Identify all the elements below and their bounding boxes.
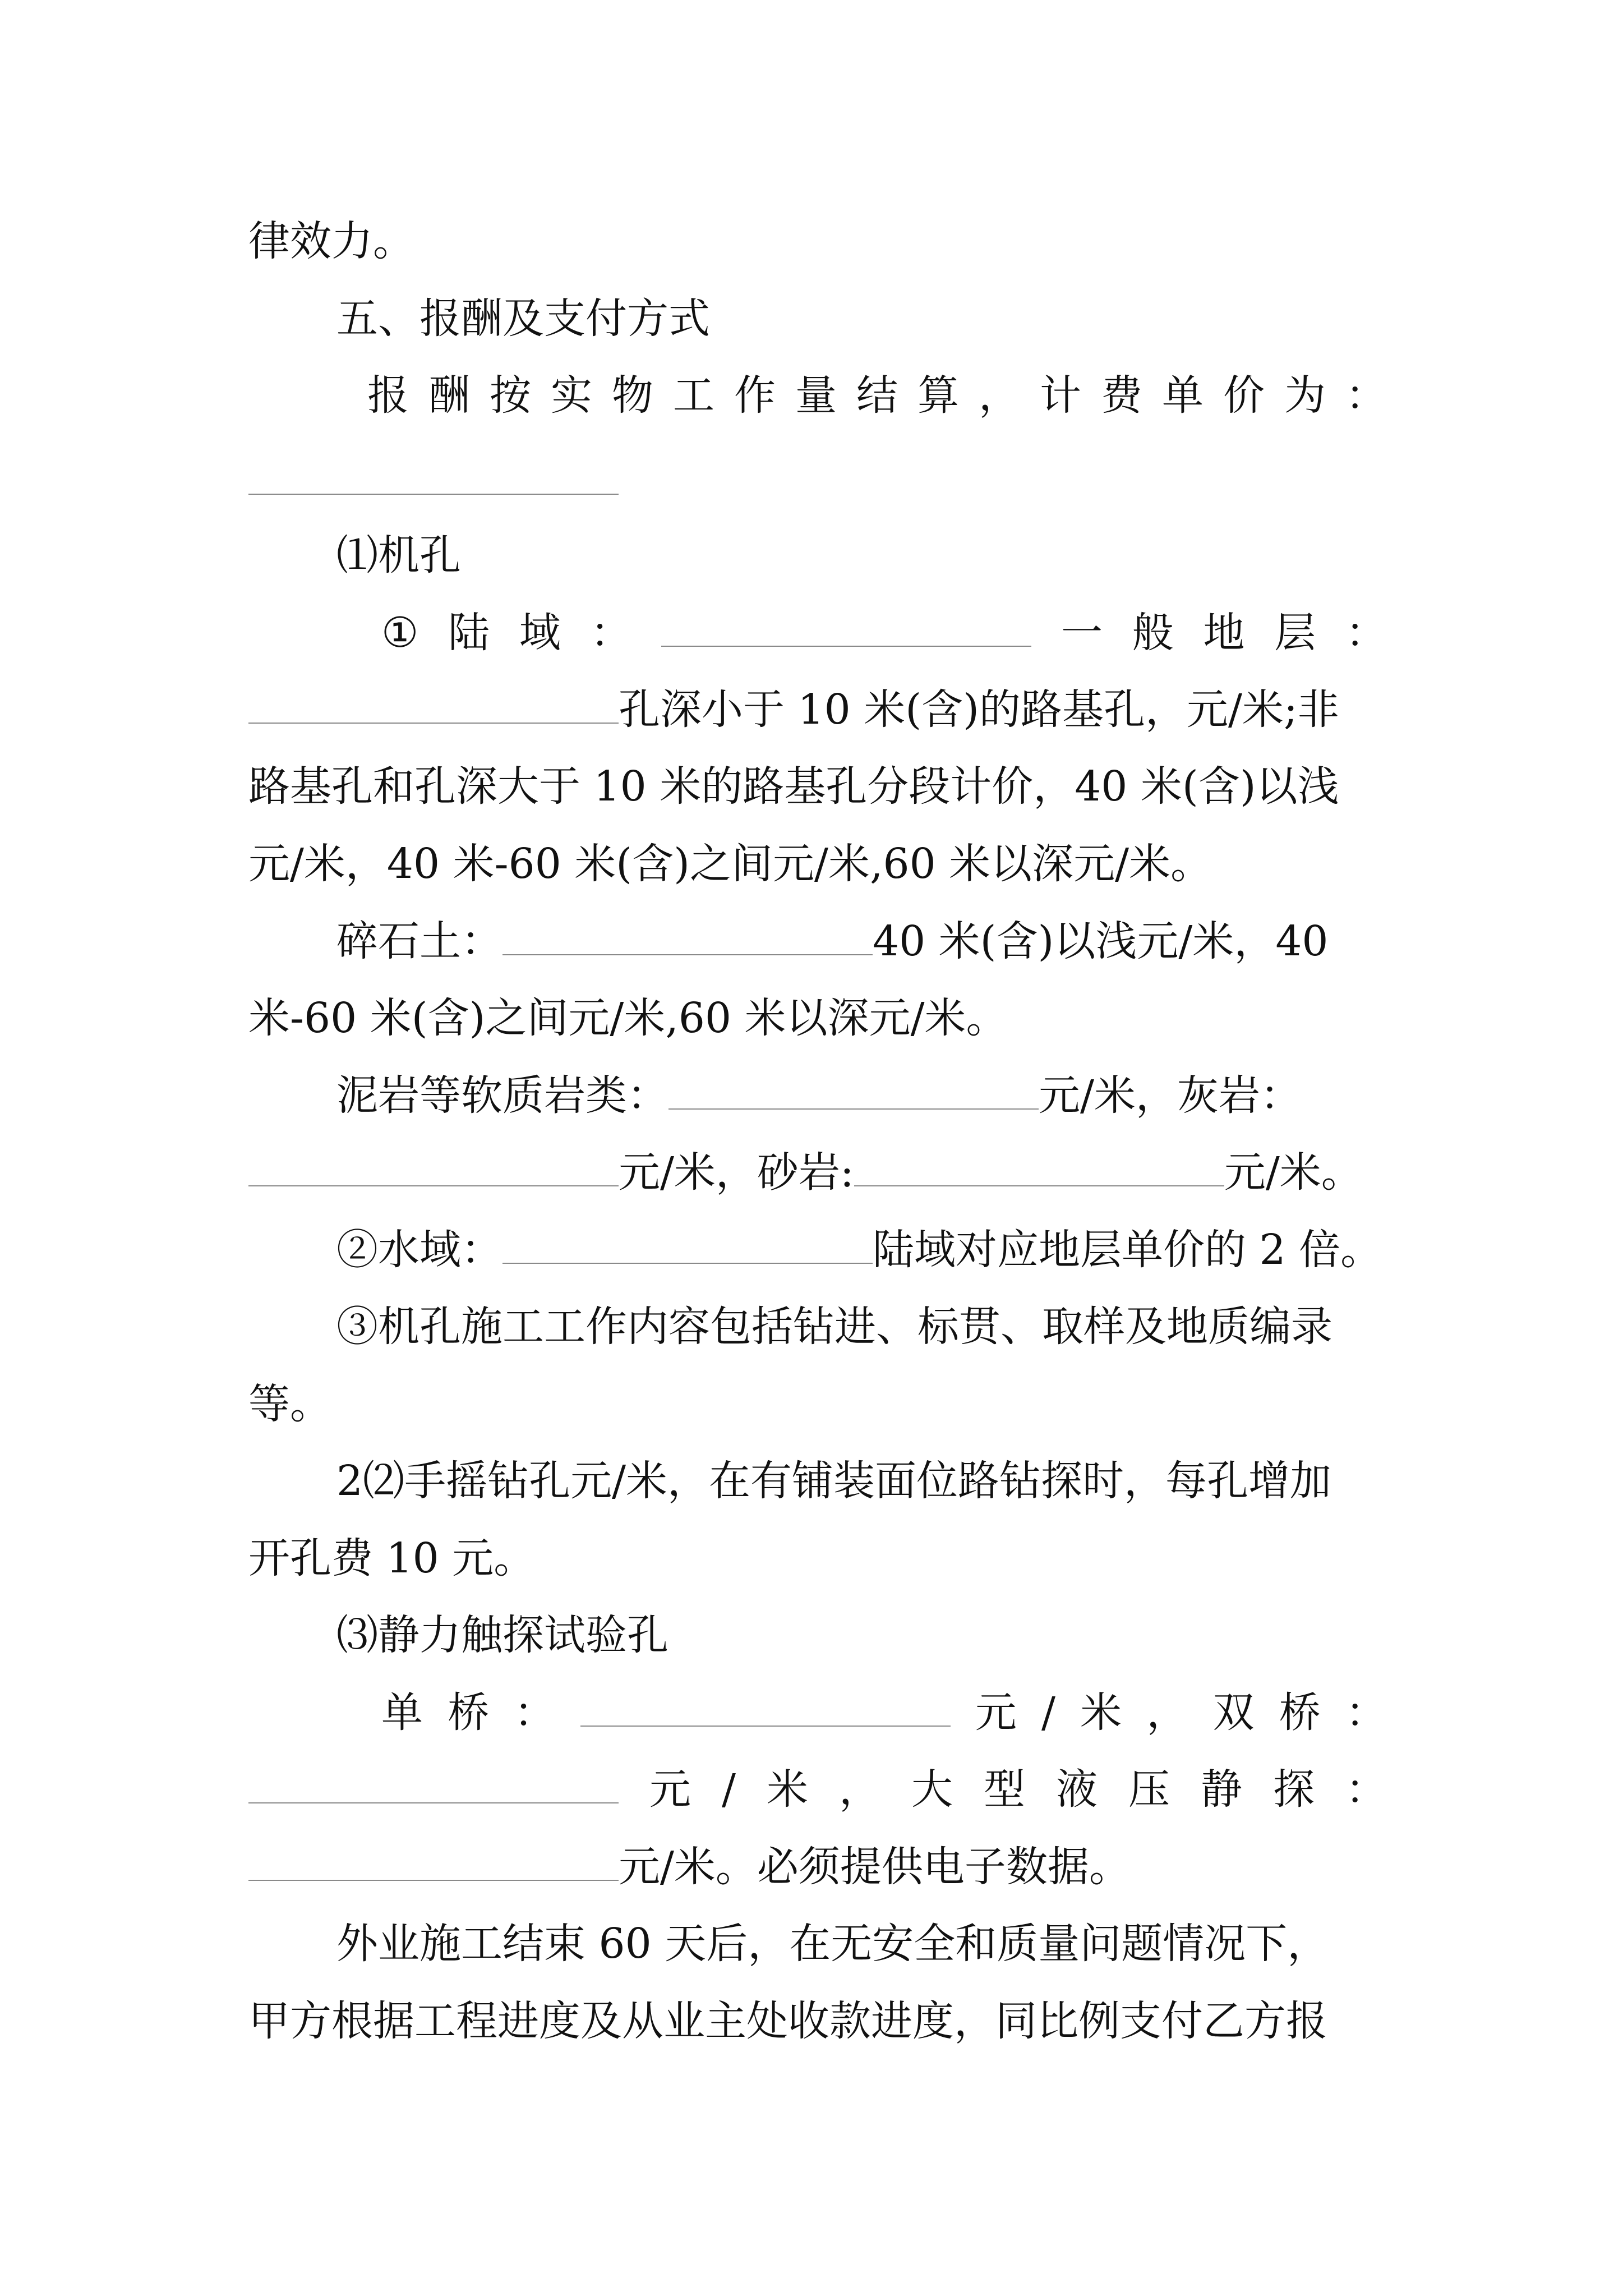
text-line: ③机孔施工工作内容包括钻进、标贯、取样及地质编录 — [336, 1303, 1332, 1351]
char: ① — [381, 609, 419, 657]
char: 算 — [917, 371, 959, 420]
text-line: 等。 — [248, 1380, 331, 1428]
char: 作 — [734, 371, 776, 420]
blank-underline — [668, 1074, 1039, 1110]
char: ： — [1345, 371, 1387, 420]
text-segment: 碎石土： — [336, 917, 502, 965]
char: ： — [590, 609, 632, 657]
blank-underline — [502, 919, 873, 955]
blank-underline — [502, 1228, 873, 1264]
char: 结 — [856, 371, 898, 420]
subheading: ⑶静力触探试验孔 — [336, 1611, 668, 1659]
text-line — [248, 1144, 1387, 1200]
text-segment: 元/米，灰岩： — [1039, 1071, 1302, 1120]
char: 静 — [1200, 1765, 1242, 1814]
char: 桥 — [448, 1688, 490, 1737]
char: 价 — [1223, 371, 1265, 420]
text-line — [336, 1222, 1387, 1278]
subheading: ⑴机孔 — [336, 531, 461, 579]
char: 大 — [911, 1765, 953, 1814]
char: 元 — [975, 1688, 1017, 1737]
char: 双 — [1212, 1688, 1255, 1737]
text-segment: 元/米，砂岩: — [619, 1148, 854, 1197]
text-segment: 陆域对应地层单价的 2 倍。 — [873, 1226, 1382, 1274]
text-line-justified — [381, 605, 1387, 661]
char: ： — [1345, 609, 1387, 657]
char: 桥 — [1279, 1688, 1321, 1737]
blank-underline — [248, 1845, 619, 1881]
text-line — [248, 682, 1387, 738]
char: ， — [979, 371, 1020, 420]
blank-underline — [248, 1768, 619, 1803]
char: 工 — [673, 371, 714, 420]
char: 米 — [1080, 1688, 1122, 1737]
char: 探 — [1272, 1765, 1315, 1814]
blank-underline — [661, 611, 1031, 647]
text-line: 外业施工结束 60 天后，在无安全和质量问题情况下， — [336, 1920, 1329, 1968]
text-segment: 40 米(含)以浅元/米，40 — [873, 917, 1329, 965]
char: 量 — [795, 371, 837, 420]
text-line-justified — [248, 1761, 1387, 1818]
text-line-justified — [381, 1685, 1387, 1741]
char: 为 — [1284, 371, 1326, 420]
char: 般 — [1132, 609, 1174, 657]
char: ： — [1345, 1765, 1387, 1814]
char: 酬 — [428, 371, 470, 420]
char: 液 — [1055, 1765, 1098, 1814]
blank-underline — [580, 1691, 951, 1727]
char: ： — [514, 1688, 556, 1737]
char: 实 — [551, 371, 592, 420]
char: ， — [1146, 1688, 1188, 1737]
char: 型 — [983, 1765, 1025, 1814]
text-line: 路基孔和孔深大于 10 米的路基孔分段计价，40 米(含)以浅 — [248, 762, 1339, 811]
section-heading: 五、报酬及支付方式 — [336, 295, 710, 343]
blank-underline — [248, 494, 619, 495]
char: 一 — [1061, 609, 1103, 657]
text-line: 律效力。 — [248, 217, 414, 265]
char: 地 — [1203, 609, 1245, 657]
text-segment: 孔深小于 10 米(含)的路基孔，元/米;非 — [619, 685, 1339, 734]
text-line: 2⑵手摇钻孔元/米，在有铺装面位路钻探时，每孔增加 — [336, 1457, 1332, 1505]
text-segment: 元/米。必须提供电子数据。 — [619, 1843, 1131, 1891]
blank-underline — [248, 688, 619, 724]
char: / — [1041, 1688, 1055, 1737]
char: 单 — [381, 1688, 423, 1737]
char: 陆 — [448, 609, 490, 657]
char: 层 — [1274, 609, 1316, 657]
text-line — [248, 1839, 1387, 1895]
char: ， — [838, 1765, 880, 1814]
text-line-justified — [367, 367, 1387, 424]
char: 单 — [1162, 371, 1204, 420]
char: / — [722, 1765, 736, 1814]
char: 米 — [766, 1765, 808, 1814]
text-line: 开孔费 10 元。 — [248, 1534, 536, 1582]
char: 报 — [367, 371, 409, 420]
char: ： — [1345, 1688, 1387, 1737]
char: 计 — [1040, 371, 1081, 420]
text-segment: 泥岩等软质岩类： — [336, 1071, 668, 1120]
text-line: 元/米，40 米-60 米(含)之间元/米,60 米以深元/米。 — [248, 840, 1212, 888]
char: 物 — [612, 371, 653, 420]
char: 压 — [1128, 1765, 1170, 1814]
blank-underline — [854, 1151, 1224, 1186]
text-segment: ②水域： — [336, 1226, 502, 1274]
char: 元 — [649, 1765, 691, 1814]
text-line — [336, 1068, 1387, 1124]
text-line: 甲方根据工程进度及从业主处收款进度，同比例支付乙方报 — [248, 1997, 1327, 2045]
char: 费 — [1101, 371, 1142, 420]
text-line: 米-60 米(含)之间元/米,60 米以深元/米。 — [248, 994, 1008, 1042]
text-line — [336, 913, 1387, 969]
char: 域 — [519, 609, 561, 657]
blank-underline — [248, 1151, 619, 1186]
text-segment: 元/米。 — [1224, 1148, 1363, 1197]
char: 按 — [490, 371, 531, 420]
